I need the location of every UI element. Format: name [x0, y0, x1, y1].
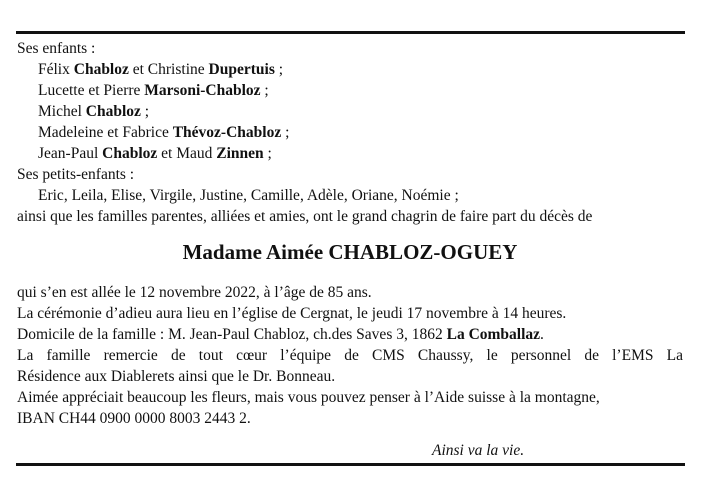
- child-entry: [17, 59, 683, 80]
- family-text: et Maud: [157, 145, 217, 162]
- family-text: Madeleine et Fabrice: [38, 124, 173, 141]
- family-text: ;: [274, 61, 284, 78]
- domicile-place: La Comballaz: [446, 326, 541, 343]
- domicile-prefix: Domicile de la famille : M. Jean-Paul Chabloz, ch.des Saves 3, 1862: [17, 326, 447, 343]
- flowers-text: Aimée appréciait beaucoup les fleurs, mais vous pouvez penser à l’Aide suisse à la montagne,: [17, 389, 600, 406]
- child-entry: [17, 101, 683, 122]
- grandchildren-heading: Ses petits-enfants :: [17, 166, 135, 183]
- closing-phrase: Ainsi va la vie.: [432, 442, 525, 459]
- child-entry: [17, 122, 683, 143]
- ceremony-text: La cérémonie d’adieu aura lieu en l’église de Cergnat, le jeudi 17 novembre à 14 heures.: [17, 305, 567, 322]
- family-text: et Christine: [128, 61, 209, 78]
- family-text: Michel: [38, 103, 86, 120]
- passing-text: qui s’en est allée le 12 novembre 2022, à l’âge de 85 ans.: [17, 284, 372, 301]
- family-surname: Marsoni-Chabloz: [144, 82, 261, 99]
- bottom-rule: [16, 463, 685, 466]
- domicile-suffix: .: [540, 326, 544, 343]
- family-text: ;: [281, 124, 290, 141]
- child-entry: [17, 143, 683, 164]
- family-text: ;: [140, 103, 150, 120]
- family-surname: Chabloz: [85, 103, 141, 120]
- family-surname: Zinnen: [216, 145, 264, 162]
- children-heading: Ses enfants :: [17, 40, 96, 57]
- domicile-text: [17, 324, 683, 345]
- family-section: [17, 38, 683, 227]
- announcement-text: ainsi que les familles parentes, alliées et amies, ont le grand chagrin de faire part du décès de: [17, 208, 593, 225]
- family-text: Lucette et Pierre: [38, 82, 145, 99]
- family-text: Jean-Paul: [38, 145, 103, 162]
- iban-text: IBAN CH44 0900 0000 8003 2443 2.: [17, 410, 251, 427]
- family-surname: Chabloz: [102, 145, 158, 162]
- family-surname: Dupertuis: [208, 61, 275, 78]
- family-surname: Chabloz: [73, 61, 129, 78]
- family-text: Félix: [38, 61, 74, 78]
- child-entry: [17, 80, 683, 101]
- family-text: ;: [263, 145, 272, 162]
- top-rule: [16, 31, 685, 34]
- deceased-name: Madame Aimée CHABLOZ-OGUEY: [182, 240, 518, 264]
- family-text: ;: [260, 82, 269, 99]
- thanks-text-line2: Résidence aux Diablerets ainsi que le Dr. Bonneau.: [17, 368, 336, 385]
- grandchildren-names: Eric, Leila, Elise, Virgile, Justine, Camille, Adèle, Oriane, Noémie ;: [38, 187, 459, 204]
- family-surname: Thévoz-Chabloz: [172, 124, 282, 141]
- thanks-text-line1: La famille remercie de tout cœur l’équipe de CMS Chaussy, le personnel de l’EMS La: [17, 347, 683, 364]
- details-section: [17, 282, 683, 429]
